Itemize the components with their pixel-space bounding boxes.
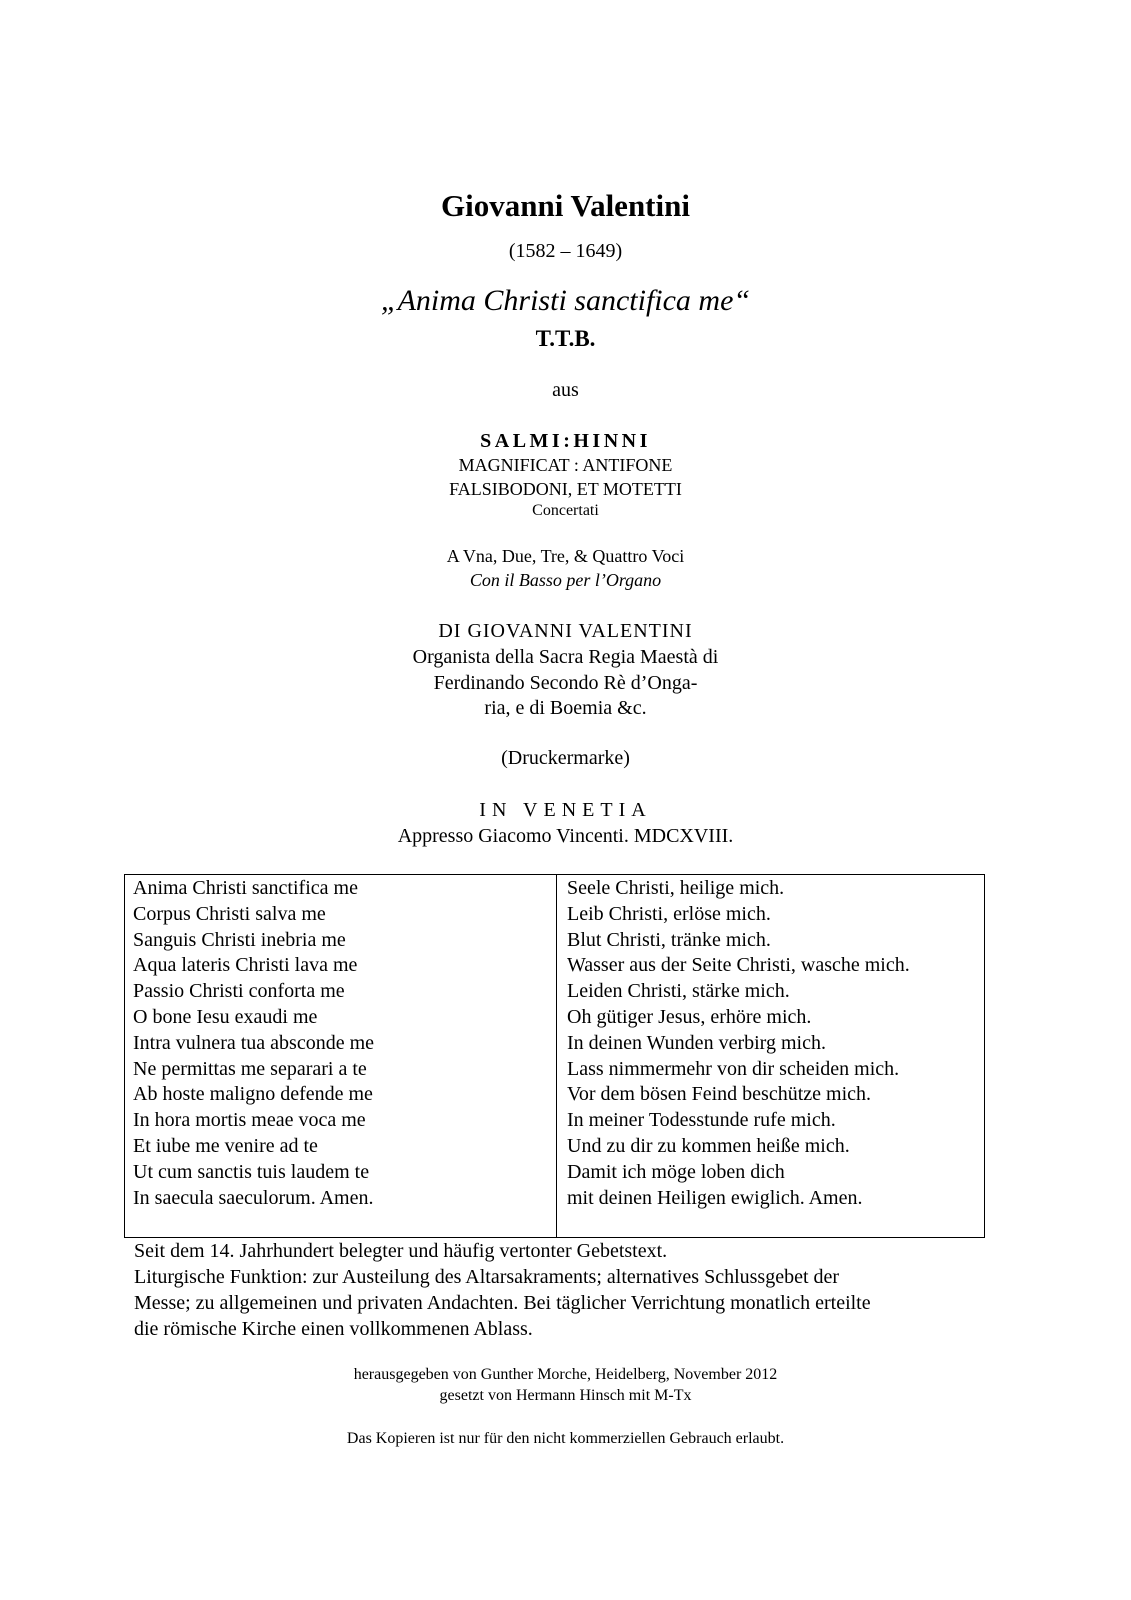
latin-line: Passio Christi conforta me bbox=[133, 980, 345, 1003]
composer-dates: (1582 – 1649) bbox=[508, 240, 623, 262]
work-title: „Anima Christi sanctifica me“ bbox=[380, 284, 751, 317]
latin-line: O bone Iesu exaudi me bbox=[133, 1005, 318, 1028]
german-line: Seele Christi, heilige mich. bbox=[567, 877, 785, 899]
aus-label: aus bbox=[552, 379, 579, 401]
german-line: Damit ich möge loben dich bbox=[567, 1160, 785, 1183]
latin-line: Ne permittas me separari a te bbox=[133, 1057, 367, 1080]
source-author: DI GIOVANNI VALENTINI bbox=[438, 620, 693, 642]
latin-line: Corpus Christi salva me bbox=[133, 902, 326, 925]
german-line: Und zu dir zu kommen heiße mich. bbox=[567, 1134, 850, 1157]
german-line: In meiner Todesstunde rufe mich. bbox=[567, 1109, 836, 1132]
german-line: Vor dem bösen Feind beschütze mich. bbox=[567, 1083, 872, 1106]
imprint-place: IN VENETIA bbox=[479, 799, 652, 821]
composer-name: Giovanni Valentini bbox=[441, 188, 690, 223]
latin-line: Et iube me venire ad te bbox=[133, 1134, 318, 1157]
german-line: Lass nimmermehr von dir scheiden mich. bbox=[567, 1057, 900, 1080]
source-title-magnificat: MAGNIFICAT : ANTIFONE bbox=[458, 455, 673, 475]
german-line: Blut Christi, tränke mich. bbox=[567, 928, 771, 951]
note-line: Liturgische Funktion: zur Austeilung des Altarsakraments; alternatives Schlussgebet der bbox=[134, 1266, 840, 1288]
voicing: T.T.B. bbox=[535, 326, 596, 351]
source-title-concertati: Concertati bbox=[532, 502, 599, 519]
imprint-printer: Appresso Giacomo Vincenti. MDCXVIII. bbox=[397, 825, 734, 847]
copyright-notice: Das Kopieren ist nur für den nicht kommerziellen Gebrauch erlaubt. bbox=[346, 1430, 785, 1447]
source-title-salmi: SALMI:HINNI bbox=[480, 430, 651, 452]
german-text-column bbox=[557, 875, 984, 1237]
german-line: mit deinen Heiligen ewiglich. Amen. bbox=[567, 1186, 863, 1209]
german-line: Oh gütiger Jesus, erhöre mich. bbox=[567, 1005, 812, 1028]
note-line: die römische Kirche einen vollkommenen Ablass. bbox=[134, 1318, 533, 1340]
source-organista-line: ria, e di Boemia &c. bbox=[484, 697, 647, 719]
typesetter-credit: gesetzt von Hermann Hinsch mit M-Tx bbox=[439, 1387, 692, 1404]
german-line: In deinen Wunden verbirg mich. bbox=[567, 1031, 826, 1054]
latin-line: Intra vulnera tua absconde me bbox=[133, 1031, 375, 1054]
source-voci: A Vna, Due, Tre, & Quattro Voci bbox=[446, 546, 685, 566]
printer-mark-note: (Druckermarke) bbox=[501, 747, 630, 769]
latin-line: Anima Christi sanctifica me bbox=[133, 877, 358, 899]
source-basso: Con il Basso per l’Organo bbox=[469, 570, 662, 590]
latin-line: In hora mortis meae voca me bbox=[133, 1109, 366, 1132]
text-translation-table bbox=[124, 874, 985, 1238]
note-line: Messe; zu allgemeinen und privaten Andachten. Bei täglicher Verrichtung monatlich erteilte bbox=[134, 1292, 871, 1314]
editor-credit: herausgegeben von Gunther Morche, Heidelberg, November 2012 bbox=[353, 1366, 778, 1383]
latin-line: Aqua lateris Christi lava me bbox=[133, 954, 358, 977]
latin-text-column bbox=[125, 875, 557, 1237]
latin-line: Ut cum sanctis tuis laudem te bbox=[133, 1160, 370, 1183]
note-line: Seit dem 14. Jahrhundert belegter und häufig vertonter Gebetstext. bbox=[134, 1240, 668, 1262]
source-organista-line: Ferdinando Secondo Rè d’Onga- bbox=[433, 672, 698, 694]
german-line: Leiden Christi, stärke mich. bbox=[567, 980, 790, 1003]
notes-paragraph bbox=[134, 1238, 994, 1342]
source-title-falsibodoni: FALSIBODONI, ET MOTETTI bbox=[449, 479, 682, 499]
german-line: Wasser aus der Seite Christi, wasche mich. bbox=[567, 954, 910, 977]
latin-line: In saecula saeculorum. Amen. bbox=[133, 1186, 374, 1209]
source-organista-line: Organista della Sacra Regia Maestà di bbox=[412, 646, 719, 668]
latin-line: Sanguis Christi inebria me bbox=[133, 928, 346, 951]
german-line: Leib Christi, erlöse mich. bbox=[567, 902, 771, 925]
latin-line: Ab hoste maligno defende me bbox=[133, 1083, 373, 1106]
